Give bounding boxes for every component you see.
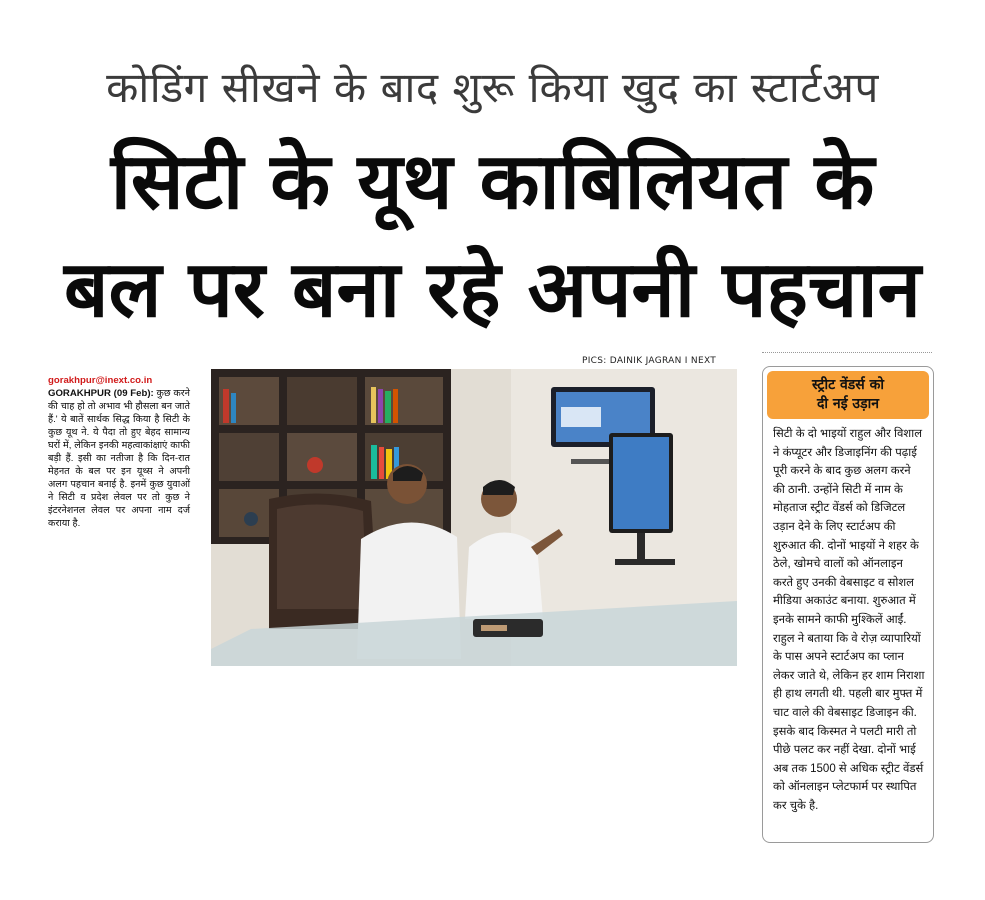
article-headline bbox=[40, 128, 945, 344]
sidebar-title-line-1: स्ट्रीट वेंडर्स को bbox=[811, 377, 885, 393]
article-kicker: कोडिंग सीखने के बाद शुरू किया खुद का स्टार्टअप bbox=[106, 63, 879, 112]
sidebar-body-text: सिटी के दो भाइयों राहुल और विशाल ने कंप्यूटर और डिजाइनिंग की पढ़ाई पूरी करने के बाद कुछ अलग करने की ठानी. उन्होंने सिटी में नाम के मोहताज स्ट्रीट वेंडर्स को डिजिटल उड़ान देने के लिए स्टार्टअप की शुरुआत की. दोनों भाइयों ने शहर के ठेले, खोमचे वालों को ऑनलाइन करते हुए उनकी वेबसाइट व सोशल मीडिया अकाउंट बनाया. शुरुआत में इनके सामने काफी मुश्किलें आईं. राहुल ने बताया कि वे रोज़ व्यापारियों के पास अपने स्टार्टअप का प्लान लेकर जाते थे, लेकिन हर शाम निराशा ही हाथ लगती थी. पहली बार मुफ्त में चाट वाले की वेबसाइट डिजाइन की. इसके बाद किस्मत ने पलटी मारी तो पीछे पलट कर नहीं देखा. दोनों भाई अब तक 1500 से अधिक स्ट्रीट वेंडर्स को ऑनलाइन प्लेटफार्म पर स्थापित कर चुके है. bbox=[773, 428, 925, 812]
sidebar-title-line-2: दी नई उड़ान bbox=[816, 396, 879, 412]
lead-column bbox=[48, 374, 190, 530]
article-photo bbox=[211, 369, 737, 666]
dotted-divider bbox=[762, 352, 932, 353]
photo-illustration bbox=[211, 369, 737, 666]
sidebar-box bbox=[762, 366, 934, 843]
reporter-email: gorakhpur@inext.co.in bbox=[48, 375, 153, 386]
headline-line-1: सिटी के यूथ काबिलियत के bbox=[110, 137, 875, 227]
headline-line-2: बल पर बना रहे अपनी पहचान bbox=[64, 245, 921, 335]
photo-credit: PICS: DAINIK JAGRAN I NEXT bbox=[582, 356, 717, 366]
sidebar-header bbox=[767, 371, 929, 419]
dateline: GORAKHPUR (09 Feb): bbox=[48, 388, 154, 399]
lead-text: कुछ करने की चाह हो तो अभाव भी हौसला बन जाते हैं.' ये बातें सार्थक सिद्ध किया है सिटी के कुछ यूथ ने. ये पैदा तो हुए बेहद सामान्य घरों में, लेकिन इनकी महत्वाकांक्षाएं काफी बड़ी हैं. इसी का नतीजा है कि दिन-रात मेहनत के बल पर इन यूथ्स ने अपनी अलग पहचान बनाई है. इनमें कुछ युवाओं ने सिटी व प्रदेश लेवल पर तो कुछ ने इंटरनेशनल लेवल पर अपना नाम दर्ज कराया है. bbox=[48, 388, 190, 529]
